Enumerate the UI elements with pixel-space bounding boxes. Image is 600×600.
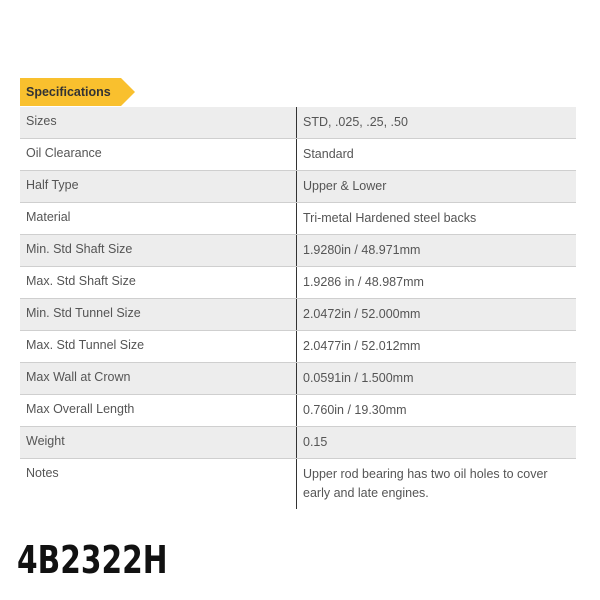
spec-key: Max Overall Length bbox=[20, 395, 297, 426]
spec-value: Standard bbox=[303, 147, 354, 161]
spec-row-max-tunnel bbox=[20, 331, 576, 363]
spec-row-min-shaft bbox=[20, 235, 576, 267]
specifications-title: Specifications bbox=[26, 85, 111, 99]
spec-row-weight bbox=[20, 427, 576, 459]
spec-value: 0.15 bbox=[303, 435, 328, 449]
spec-row-material bbox=[20, 203, 576, 235]
spec-key: Max. Std Shaft Size bbox=[20, 267, 297, 298]
specifications-tab bbox=[20, 78, 135, 106]
spec-key: Min. Std Tunnel Size bbox=[20, 299, 297, 330]
spec-row-oil-clearance bbox=[20, 139, 576, 171]
spec-value: STD, .025, .25, .50 bbox=[303, 115, 408, 129]
spec-value: 2.0477in / 52.012mm bbox=[303, 339, 421, 353]
spec-row-sizes bbox=[20, 107, 576, 139]
spec-key: Notes bbox=[20, 459, 297, 509]
spec-key: Oil Clearance bbox=[20, 139, 297, 170]
spec-key: Max Wall at Crown bbox=[20, 363, 297, 394]
part-number: 4B2322H bbox=[17, 538, 168, 582]
spec-key: Half Type bbox=[20, 171, 297, 202]
spec-value: Upper rod bearing has two oil holes to cover early and late engines. bbox=[303, 467, 548, 500]
specifications-table bbox=[20, 107, 576, 509]
spec-value: Upper & Lower bbox=[303, 179, 387, 193]
spec-key: Max. Std Tunnel Size bbox=[20, 331, 297, 362]
spec-row-min-tunnel bbox=[20, 299, 576, 331]
spec-value: 2.0472in / 52.000mm bbox=[303, 307, 421, 321]
spec-value: 1.9280in / 48.971mm bbox=[303, 243, 421, 257]
spec-row-max-wall bbox=[20, 363, 576, 395]
spec-row-notes bbox=[20, 459, 576, 509]
spec-row-max-length bbox=[20, 395, 576, 427]
spec-key: Material bbox=[20, 203, 297, 234]
spec-row-max-shaft bbox=[20, 267, 576, 299]
spec-value: 0.0591in / 1.500mm bbox=[303, 371, 414, 385]
spec-value: 0.760in / 19.30mm bbox=[303, 403, 407, 417]
spec-key: Weight bbox=[20, 427, 297, 458]
spec-row-half-type bbox=[20, 171, 576, 203]
spec-value: Tri-metal Hardened steel backs bbox=[303, 211, 477, 225]
spec-key: Sizes bbox=[20, 107, 297, 138]
spec-value: 1.9286 in / 48.987mm bbox=[303, 275, 424, 289]
spec-key: Min. Std Shaft Size bbox=[20, 235, 297, 266]
